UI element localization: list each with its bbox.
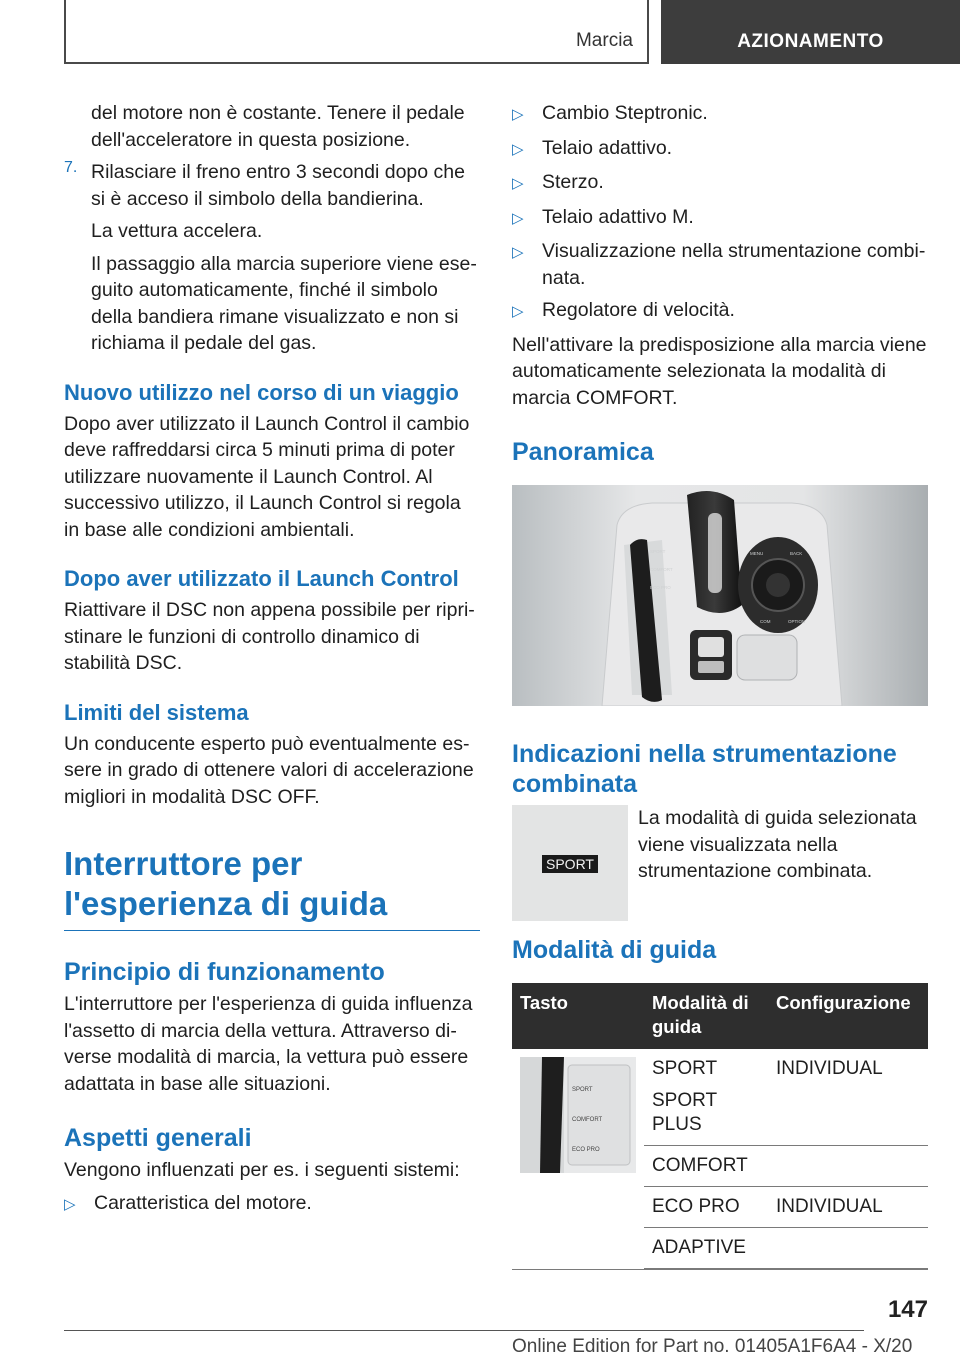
console-label-sport: SPORT — [650, 549, 666, 554]
list-item-text: Regolatore di velocità. — [542, 299, 735, 321]
footer-rule — [64, 1330, 864, 1331]
paragraph: L'interruttore per l'esperienza di guida influenza l'assetto di marcia della vettura. Attraverso diverse modalità di marcia, la vettura può essere adattata in base alle situazioni. — [64, 993, 473, 1095]
step-note: Il passaggio alla marcia superiore viene eseguito automaticamente, finché il simbolo della bandiera rimane visualizzato e non si richiama il pedale del gas. — [91, 252, 477, 354]
indicator-label: SPORT — [546, 856, 594, 872]
table-bottom-rule — [512, 1269, 928, 1270]
mode-name: SPORT PLUS — [652, 1090, 717, 1135]
step-result: La vettura accelera. — [91, 220, 263, 242]
list-item — [512, 204, 928, 233]
heading-indicazioni: Indicazioni nella strumentazione combinata — [512, 740, 897, 798]
console-label-menu: MENU — [750, 551, 764, 556]
table-header-row — [512, 983, 928, 1049]
driving-modes-table — [512, 983, 928, 1270]
heading-principio: Principio di funzionamento — [64, 958, 385, 986]
triangle-bullet-icon: ▷ — [512, 303, 524, 320]
heading-panoramica: Panoramica — [512, 438, 654, 466]
triangle-bullet-icon: ▷ — [512, 209, 524, 227]
chapter-tab — [661, 0, 960, 64]
config-cell — [768, 1228, 928, 1269]
console-label-back: BACK — [790, 551, 803, 556]
heading-limiti: Limiti del sistema — [64, 699, 249, 725]
console-label-com: COM — [760, 619, 771, 624]
paragraph: del motore non è costante. Tenere il pedale dell'acceleratore in questa posizione. — [91, 102, 465, 151]
table-rule — [512, 1269, 928, 1270]
config-cell: INDIVIDUAL — [768, 1187, 928, 1228]
mode-cell: ADAPTIVE — [644, 1228, 768, 1269]
section-title: Marcia — [575, 30, 633, 51]
list-item-text: Sterzo. — [542, 171, 604, 193]
list-item — [64, 1190, 480, 1219]
paragraph: Un conducente esperto può eventualmente essere in grado di ottenere valori di accelerazione migliori in modalità DSC OFF. — [64, 732, 474, 808]
triangle-bullet-icon: ▷ — [512, 106, 524, 123]
column-header: Tasto — [512, 983, 644, 1049]
column-header: Configurazione — [768, 983, 928, 1049]
paragraph: Riattivare il DSC non appena possibile per ripristinare le funzioni di controllo dinamico di stabilità DSC. — [64, 599, 475, 674]
table-row — [512, 1049, 928, 1146]
column-header: Modalità di guida — [644, 983, 768, 1049]
paragraph: Vengono influenzati per es. i seguenti sistemi: — [64, 1159, 460, 1181]
switch-image-cell — [512, 1049, 644, 1269]
paragraph: Dopo aver utilizzato il Launch Control il cambio deve raffreddarsi circa 5 minuti prima di poter utilizzare nuovamente il Launch Control. Al successivo utilizzo, il Launch Control si regola in base alle condizioni ambientali. — [64, 412, 470, 541]
triangle-bullet-icon: ▷ — [512, 175, 524, 192]
heading-modalita: Modalità di guida — [512, 936, 717, 964]
sport-indicator-image — [512, 805, 628, 921]
mode-cell — [644, 1049, 768, 1146]
switch-label-comfort: COMFORT — [572, 1117, 603, 1123]
console-label-eco: ECO PRO — [650, 585, 671, 590]
step-number: 7. — [64, 159, 78, 176]
list-item — [512, 238, 928, 291]
paragraph: La modalità di guida selezionata viene visualizzata nella strumentazione combinata. — [638, 807, 917, 882]
right-column — [512, 100, 928, 1270]
mode-cell: ECO PRO — [644, 1187, 768, 1228]
console-label-comfort: COMFORT — [650, 567, 673, 572]
list-item-text: Visualizzazione nella strumentazione combinata. — [542, 240, 926, 289]
switch-label-eco: ECO PRO — [572, 1147, 600, 1153]
config-cell: INDIVIDUAL — [768, 1049, 928, 1146]
step-text: Rilasciare il freno entro 3 secondi dopo che si è acceso il simbolo della bandierina. — [91, 161, 465, 210]
heading-aspetti: Aspetti generali — [64, 1124, 252, 1152]
list-item-text: Cambio Steptronic. — [542, 102, 708, 124]
heading-dopo-launch: Dopo aver utilizzato il Launch Control — [64, 566, 459, 591]
console-label-option: OPTION — [788, 619, 806, 624]
list-item — [512, 297, 928, 326]
chapter-title: AZIONAMENTO — [737, 31, 884, 52]
list-item-text: Telaio adattivo. — [542, 136, 673, 159]
triangle-bullet-icon: ▷ — [512, 244, 524, 261]
indicator-block — [512, 805, 928, 921]
list-item — [512, 100, 928, 129]
list-item-text: Caratteristica del motore. — [94, 1191, 312, 1214]
triangle-bullet-icon: ▷ — [512, 140, 524, 158]
list-item-text: Telaio adattivo M. — [542, 205, 694, 228]
page-number: 147 — [887, 1296, 928, 1323]
left-column — [64, 100, 480, 1218]
chapter-heading: Interruttore per l'esperienza di guida — [64, 844, 480, 931]
list-item — [512, 169, 928, 198]
center-console-image — [512, 485, 928, 706]
mode-switch-image — [520, 1057, 636, 1173]
heading-nuovo-utilizzo: Nuovo utilizzo nel corso di un viaggio — [64, 379, 459, 405]
config-cell — [768, 1146, 928, 1187]
list-item — [512, 135, 928, 164]
mode-name: SPORT — [652, 1058, 718, 1079]
systems-list — [64, 1190, 480, 1219]
header-frame — [64, 0, 649, 64]
mode-cell: COMFORT — [644, 1146, 768, 1187]
systems-list-cont — [512, 100, 928, 326]
paragraph: Nell'attivare la predisposizione alla marcia viene automaticamente selezionata la modalità di marcia COMFORT. — [512, 333, 927, 409]
step-7 — [64, 159, 480, 212]
switch-label-sport: SPORT — [572, 1087, 593, 1093]
edition-note: Online Edition for Part no. 01405A1F6A4 - X/20 — [512, 1336, 913, 1357]
triangle-bullet-icon: ▷ — [64, 1195, 76, 1213]
